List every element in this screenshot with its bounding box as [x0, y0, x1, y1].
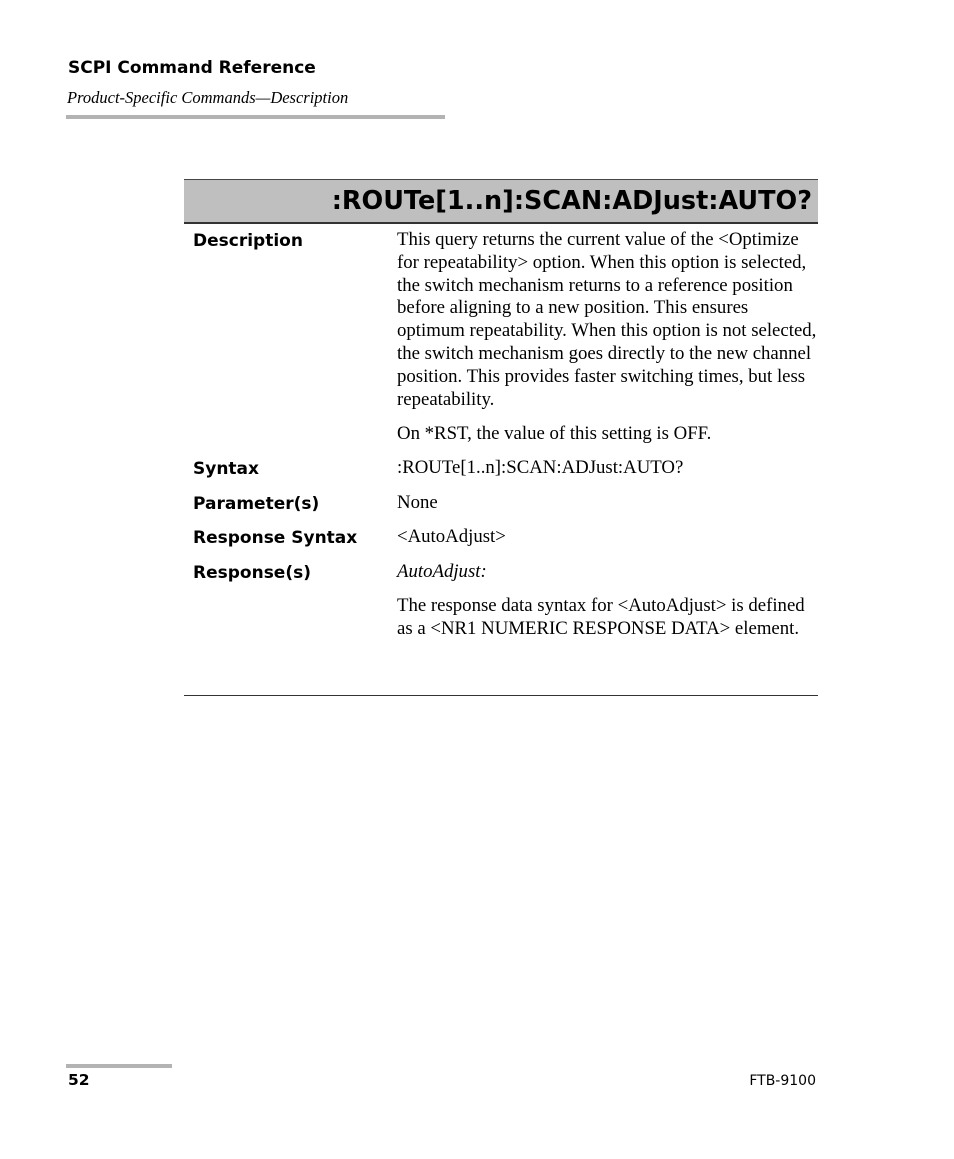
document-id: FTB-9100: [749, 1073, 816, 1089]
response-description: The response data syntax for <AutoAdjust> is defined as a <NR1 NUMERIC RESPONSE DATA> element.: [397, 595, 805, 640]
description-label: Description: [193, 231, 303, 251]
responses-value: [397, 561, 818, 641]
command-title: :ROUTe[1..n]:SCAN:ADJust:AUTO?: [331, 186, 812, 216]
command-details-table: [184, 229, 818, 652]
response-name: AutoAdjust:: [397, 560, 487, 582]
description-value: [397, 229, 818, 446]
command-banner: [184, 179, 818, 224]
parameters-row: [184, 492, 818, 516]
section-title: SCPI Command Reference: [68, 58, 316, 78]
reset-note: On *RST, the value of this setting is OFF.: [397, 423, 712, 445]
response-syntax-value: <AutoAdjust>: [397, 526, 506, 548]
section-subtitle: Product-Specific Commands—Description: [67, 88, 349, 107]
page-number: 52: [68, 1071, 90, 1089]
description-row: [184, 229, 818, 446]
footer-divider: [66, 1064, 172, 1068]
syntax-label: Syntax: [193, 459, 259, 480]
response-syntax-label: Response Syntax: [193, 528, 358, 549]
responses-label: Response(s): [193, 562, 311, 583]
syntax-row: [184, 457, 818, 481]
header-divider: [66, 115, 445, 119]
description-paragraph: This query returns the current value of the <Optimize for repeatability> option. When this option is selected, the switch mechanism returns to a reference position before aligning to a new position. This ensures optimum repeatability. When this option is not selected, the switch mechanism goes directly to the new channel position. This provides faster switching times, but less repeatability.: [397, 229, 817, 410]
syntax-value: :ROUTe[1..n]:SCAN:ADJust:AUTO?: [397, 457, 684, 479]
responses-row: [184, 561, 818, 641]
parameters-value: None: [397, 491, 438, 513]
parameters-label: Parameter(s): [193, 493, 320, 514]
table-bottom-rule: [184, 695, 818, 696]
response-syntax-row: [184, 526, 818, 550]
